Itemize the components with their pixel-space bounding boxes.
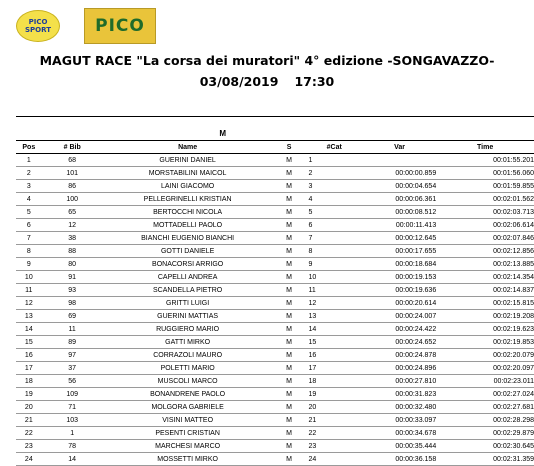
cell-bib: 12 [42, 219, 103, 232]
cell-time: 00:01:56.060 [436, 167, 534, 180]
cell-cat: 24 [306, 453, 363, 466]
logo-text: PICO [95, 16, 145, 36]
cell-pos: 17 [16, 362, 42, 375]
cell-pos: 11 [16, 284, 42, 297]
results-table [16, 140, 534, 466]
cell-name: BERTOCCHI NICOLA [103, 206, 273, 219]
cell-cat: 21 [306, 414, 363, 427]
cell-sex: M [273, 258, 306, 271]
cell-bib: 88 [42, 245, 103, 258]
cell-bib: 86 [42, 180, 103, 193]
cell-pos: 5 [16, 206, 42, 219]
cell-name: GUERINI MATTIAS [103, 310, 273, 323]
race-title: MAGUT RACE "La corsa dei muratori" 4° edizione -SONGAVAZZO- [39, 53, 495, 68]
cell-pos: 14 [16, 323, 42, 336]
table-row [16, 297, 534, 310]
cell-sex: M [273, 414, 306, 427]
pico-sport-logo [16, 10, 60, 42]
cell-var: 00:00:35.444 [363, 440, 436, 453]
cell-var: 00:00:00.859 [363, 167, 436, 180]
cell-cat: 18 [306, 375, 363, 388]
race-time: 17:30 [294, 74, 335, 89]
cell-sex: M [273, 362, 306, 375]
cell-var: 00:00:24.652 [363, 336, 436, 349]
cell-pos: 24 [16, 453, 42, 466]
cell-var: 00:00:27.810 [363, 375, 436, 388]
cell-var: 00:00:18.684 [363, 258, 436, 271]
cell-cat: 20 [306, 401, 363, 414]
cell-name: MOTTADELLI PAOLO [103, 219, 273, 232]
table-row [16, 154, 534, 167]
cell-cat: 13 [306, 310, 363, 323]
cell-bib: 11 [42, 323, 103, 336]
cell-name: RUGGIERO MARIO [103, 323, 273, 336]
cell-name: PESENTI CRISTIAN [103, 427, 273, 440]
cell-var: 00:00:06.361 [363, 193, 436, 206]
cell-pos: 21 [16, 414, 42, 427]
cell-var: 00:00:33.097 [363, 414, 436, 427]
cell-bib: 14 [42, 453, 103, 466]
cell-cat: 6 [306, 219, 363, 232]
cell-time: 00:01:55.201 [436, 154, 534, 167]
cell-var: 00:00:04.654 [363, 180, 436, 193]
logo-line-1: PICO [28, 18, 48, 26]
cell-var: 00:00:17.655 [363, 245, 436, 258]
cell-sex: M [273, 453, 306, 466]
cell-pos: 1 [16, 154, 42, 167]
cell-pos: 22 [16, 427, 42, 440]
cell-cat: 7 [306, 232, 363, 245]
cell-pos: 3 [16, 180, 42, 193]
cell-bib: 71 [42, 401, 103, 414]
cell-time: 00:02:07.846 [436, 232, 534, 245]
cell-pos: 8 [16, 245, 42, 258]
cell-cat: 16 [306, 349, 363, 362]
cell-name: GOTTI DANIELE [103, 245, 273, 258]
cell-var: 00:00:19.636 [363, 284, 436, 297]
cell-name: VISINI MATTEO [103, 414, 273, 427]
cell-cat: 3 [306, 180, 363, 193]
cell-time: 00:02:12.856 [436, 245, 534, 258]
cell-cat: 14 [306, 323, 363, 336]
race-date: 03/08/2019 [199, 74, 279, 89]
cell-time: 00:02:20.079 [436, 349, 534, 362]
cell-time: 00:02:28.298 [436, 414, 534, 427]
cell-bib: 68 [42, 154, 103, 167]
cell-time: 00:02:13.885 [436, 258, 534, 271]
cell-var: 00:00:24.007 [363, 310, 436, 323]
cell-name: GUERINI DANIEL [103, 154, 273, 167]
column-header-cat: #Cat [306, 141, 363, 154]
cell-cat: 17 [306, 362, 363, 375]
table-row [16, 310, 534, 323]
logo-line-2: SPORT [25, 26, 51, 34]
cell-sex: M [273, 336, 306, 349]
cell-bib: 78 [42, 440, 103, 453]
cell-cat: 1 [306, 154, 363, 167]
cell-sex: M [273, 427, 306, 440]
header-divider [16, 116, 534, 117]
cell-cat: 10 [306, 271, 363, 284]
cell-cat: 4 [306, 193, 363, 206]
cell-pos: 6 [16, 219, 42, 232]
cell-bib: 109 [42, 388, 103, 401]
cell-pos: 7 [16, 232, 42, 245]
cell-name: POLETTI MARIO [103, 362, 273, 375]
cell-var: 00:00:24.878 [363, 349, 436, 362]
cell-bib: 89 [42, 336, 103, 349]
table-row [16, 375, 534, 388]
cell-name: SCANDELLA PIETRO [103, 284, 273, 297]
table-row [16, 388, 534, 401]
cell-cat: 15 [306, 336, 363, 349]
cell-var: 00:00:24.422 [363, 323, 436, 336]
cell-name: PELLEGRINELLI KRISTIAN [103, 193, 273, 206]
cell-var: 00:00:11.413 [363, 219, 436, 232]
cell-sex: M [273, 219, 306, 232]
column-header-sex: S [273, 141, 306, 154]
table-row [16, 401, 534, 414]
cell-pos: 19 [16, 388, 42, 401]
cell-bib: 98 [42, 297, 103, 310]
column-header-name: Name [103, 141, 273, 154]
cell-name: LAINI GIACOMO [103, 180, 273, 193]
cell-time: 00:02:14.837 [436, 284, 534, 297]
cell-cat: 22 [306, 427, 363, 440]
cell-sex: M [273, 193, 306, 206]
table-row [16, 440, 534, 453]
cell-bib: 80 [42, 258, 103, 271]
cell-name: MOSSETTI MIRKO [103, 453, 273, 466]
cell-pos: 13 [16, 310, 42, 323]
cell-pos: 10 [16, 271, 42, 284]
cell-pos: 15 [16, 336, 42, 349]
cell-cat: 8 [306, 245, 363, 258]
column-header-time: Time [436, 141, 534, 154]
race-datetime [0, 74, 534, 89]
table-row [16, 284, 534, 297]
table-row [16, 362, 534, 375]
cell-time: 00:01:59.855 [436, 180, 534, 193]
cell-name: MUSCOLI MARCO [103, 375, 273, 388]
cell-time: 00:02:19.623 [436, 323, 534, 336]
table-row [16, 206, 534, 219]
table-row [16, 232, 534, 245]
cell-cat: 12 [306, 297, 363, 310]
table-header-row [16, 141, 534, 154]
cell-cat: 2 [306, 167, 363, 180]
cell-cat: 5 [306, 206, 363, 219]
cell-time: 00:02:19.853 [436, 336, 534, 349]
cell-pos: 23 [16, 440, 42, 453]
cell-var: 00:00:12.645 [363, 232, 436, 245]
cell-time: 00:02:31.359 [436, 453, 534, 466]
column-header-var: Var [363, 141, 436, 154]
cell-bib: 93 [42, 284, 103, 297]
cell-sex: M [273, 440, 306, 453]
cell-bib: 101 [42, 167, 103, 180]
cell-sex: M [273, 154, 306, 167]
category-label: M [219, 129, 226, 138]
column-header-pos: Pos [16, 141, 42, 154]
table-row [16, 336, 534, 349]
cell-pos: 4 [16, 193, 42, 206]
table-row [16, 323, 534, 336]
cell-time: 00:02:19.208 [436, 310, 534, 323]
cell-time: 00:02:30.645 [436, 440, 534, 453]
cell-sex: M [273, 206, 306, 219]
cell-var: 00:00:19.153 [363, 271, 436, 284]
cell-var [363, 154, 436, 167]
table-row [16, 219, 534, 232]
table-row [16, 180, 534, 193]
cell-sex: M [273, 167, 306, 180]
cell-sex: M [273, 388, 306, 401]
cell-name: MOLGORA GABRIELE [103, 401, 273, 414]
cell-var: 00:00:31.823 [363, 388, 436, 401]
cell-cat: 19 [306, 388, 363, 401]
cell-time: 00:02:27.024 [436, 388, 534, 401]
cell-sex: M [273, 284, 306, 297]
table-row [16, 271, 534, 284]
column-header-bib: # Bib [42, 141, 103, 154]
cell-time: 00:02:20.097 [436, 362, 534, 375]
table-row [16, 193, 534, 206]
cell-name: BONACORSI ARRIGO [103, 258, 273, 271]
cell-bib: 56 [42, 375, 103, 388]
cell-time: 00:02:03.713 [436, 206, 534, 219]
cell-pos: 20 [16, 401, 42, 414]
cell-time: 00:02:23.011 [436, 375, 534, 388]
cell-time: 00:02:29.879 [436, 427, 534, 440]
cell-var: 00:00:24.896 [363, 362, 436, 375]
cell-cat: 23 [306, 440, 363, 453]
cell-bib: 103 [42, 414, 103, 427]
cell-var: 00:00:36.158 [363, 453, 436, 466]
table-row [16, 349, 534, 362]
table-row [16, 167, 534, 180]
cell-bib: 91 [42, 271, 103, 284]
cell-sex: M [273, 349, 306, 362]
cell-cat: 11 [306, 284, 363, 297]
cell-bib: 97 [42, 349, 103, 362]
cell-sex: M [273, 310, 306, 323]
cell-pos: 9 [16, 258, 42, 271]
cell-sex: M [273, 245, 306, 258]
cell-var: 00:00:34.678 [363, 427, 436, 440]
cell-name: MORSTABILINI MAICOL [103, 167, 273, 180]
cell-name: GATTI MIRKO [103, 336, 273, 349]
cell-time: 00:02:01.562 [436, 193, 534, 206]
cell-time: 00:02:06.614 [436, 219, 534, 232]
cell-time: 00:02:14.354 [436, 271, 534, 284]
cell-bib: 38 [42, 232, 103, 245]
pico-brand-logo [84, 8, 156, 44]
cell-name: GRITTI LUIGI [103, 297, 273, 310]
table-row [16, 427, 534, 440]
cell-sex: M [273, 180, 306, 193]
cell-var: 00:00:08.512 [363, 206, 436, 219]
cell-sex: M [273, 271, 306, 284]
cell-sex: M [273, 232, 306, 245]
cell-cat: 9 [306, 258, 363, 271]
cell-name: CORRAZOLI MAURO [103, 349, 273, 362]
table-row [16, 245, 534, 258]
cell-time: 00:02:15.815 [436, 297, 534, 310]
cell-sex: M [273, 297, 306, 310]
cell-var: 00:00:32.480 [363, 401, 436, 414]
cell-pos: 2 [16, 167, 42, 180]
cell-sex: M [273, 323, 306, 336]
cell-pos: 18 [16, 375, 42, 388]
cell-pos: 16 [16, 349, 42, 362]
cell-name: MARCHESI MARCO [103, 440, 273, 453]
cell-sex: M [273, 401, 306, 414]
table-row [16, 258, 534, 271]
cell-var: 00:00:20.614 [363, 297, 436, 310]
cell-name: BONANDRENE PAOLO [103, 388, 273, 401]
cell-time: 00:02:27.681 [436, 401, 534, 414]
cell-bib: 37 [42, 362, 103, 375]
cell-name: CAPELLI ANDREA [103, 271, 273, 284]
cell-bib: 100 [42, 193, 103, 206]
cell-bib: 69 [42, 310, 103, 323]
cell-bib: 65 [42, 206, 103, 219]
results-body [16, 154, 534, 466]
cell-pos: 12 [16, 297, 42, 310]
cell-bib: 1 [42, 427, 103, 440]
cell-name: BIANCHI EUGENIO BIANCHI [103, 232, 273, 245]
table-row [16, 453, 534, 466]
table-row [16, 414, 534, 427]
cell-sex: M [273, 375, 306, 388]
